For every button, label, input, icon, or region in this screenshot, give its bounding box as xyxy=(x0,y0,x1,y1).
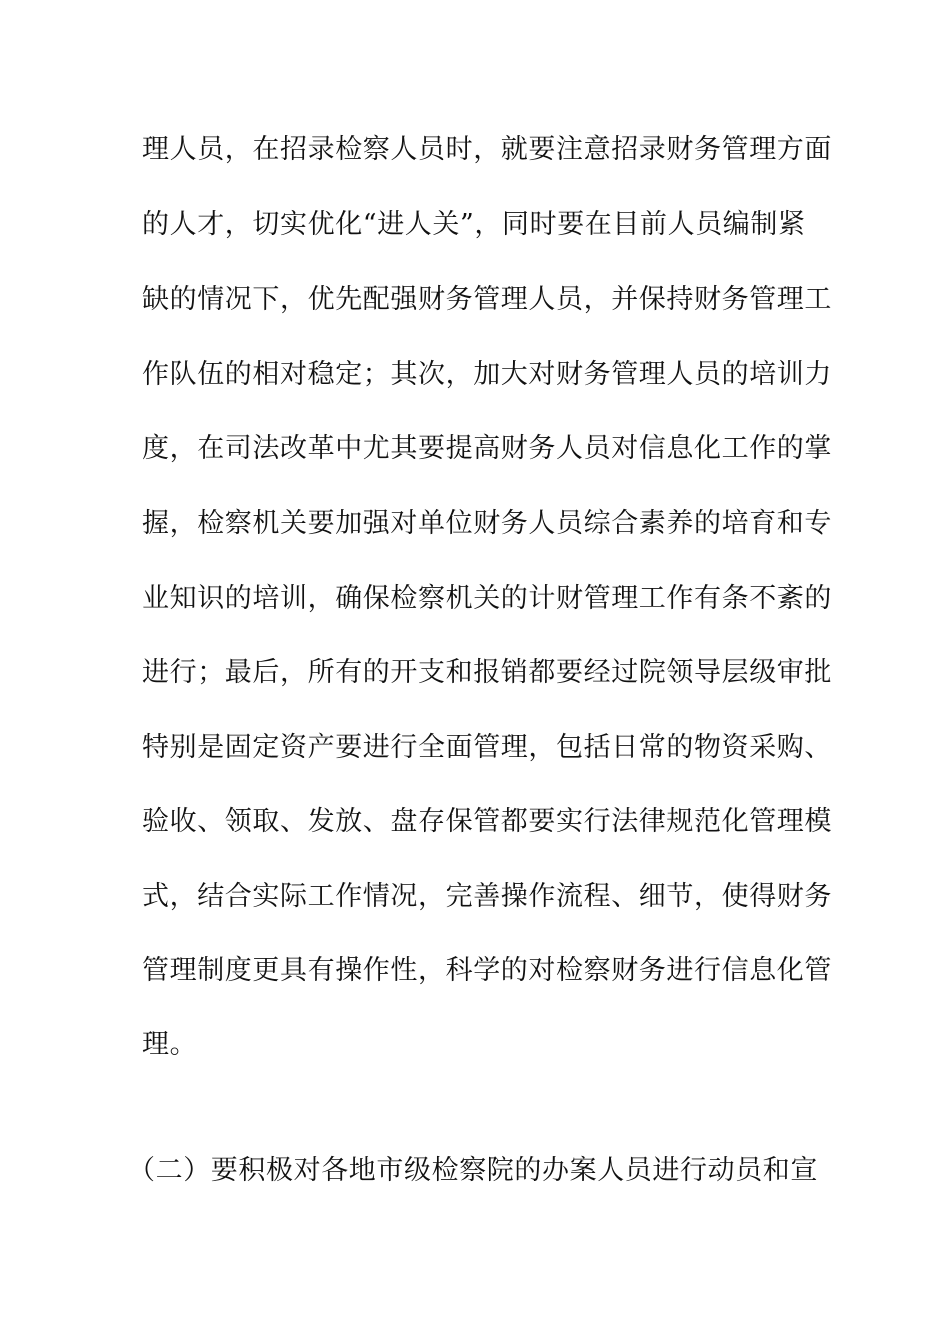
paragraph-line: 进行；最后，所有的开支和报销都要经过院领导层级审批 xyxy=(142,657,832,688)
paragraph-line: 度，在司法改革中尤其要提高财务人员对信息化工作的掌 xyxy=(142,433,832,464)
paragraph-line: 特别是固定资产要进行全面管理，包括日常的物资采购、 xyxy=(142,732,832,763)
paragraph-line: 缺的情况下，优先配强财务管理人员，并保持财务管理工 xyxy=(142,284,832,315)
paragraph-line: 理人员，在招录检察人员时，就要注意招录财务管理方面 xyxy=(142,134,832,165)
paragraph-line: 式，结合实际工作情况，完善操作流程、细节，使得财务 xyxy=(142,881,832,912)
paragraph-line: 业知识的培训，确保检察机关的计财管理工作有条不紊的 xyxy=(142,583,832,614)
paragraph-line: 的人才，切实优化“进人关”，同时要在目前人员编制紧 xyxy=(142,209,806,240)
paragraph-line: 理。 xyxy=(142,1029,198,1060)
paragraph-line: 握，检察机关要加强对单位财务人员综合素养的培育和专 xyxy=(142,508,832,539)
paragraph-line: 验收、领取、发放、盘存保管都要实行法律规范化管理模 xyxy=(142,806,832,837)
paragraph-line: 管理制度更具有操作性，科学的对检察财务进行信息化管 xyxy=(142,955,832,986)
section-heading: （二）要积极对各地市级检察院的办案人员进行动员和宣 xyxy=(128,1155,818,1186)
paragraph-line: 作队伍的相对稳定；其次，加大对财务管理人员的培训力 xyxy=(142,359,832,390)
